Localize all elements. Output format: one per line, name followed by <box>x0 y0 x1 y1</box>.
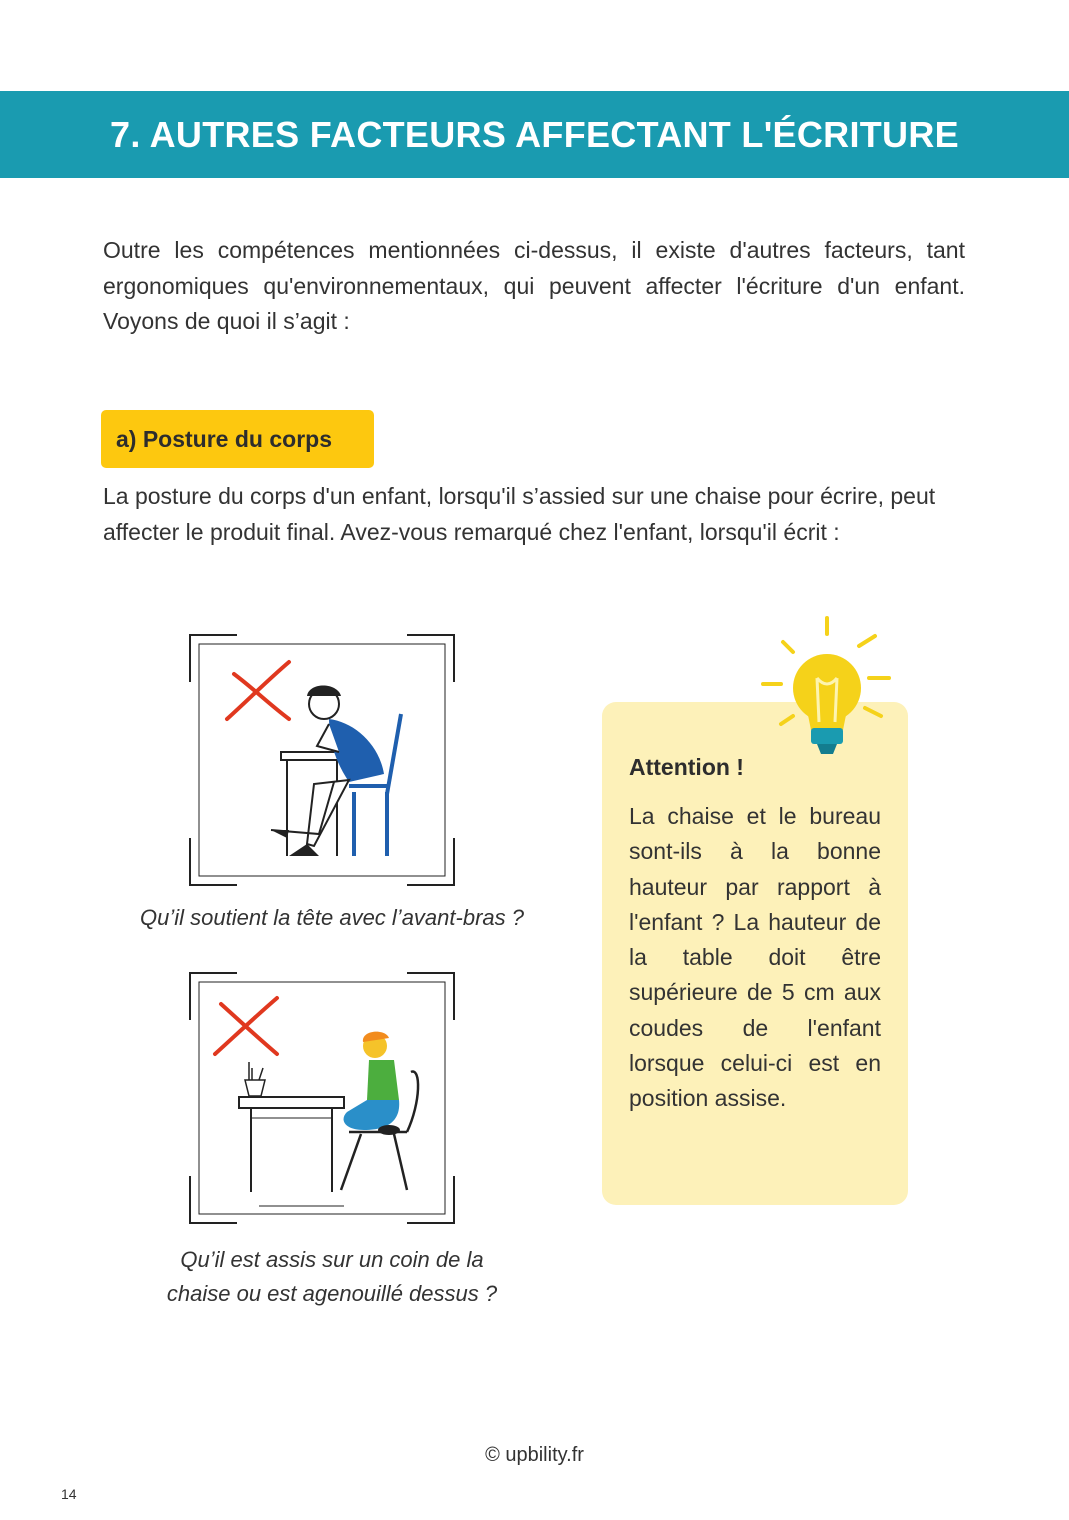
illustration-caption-1: Qu’il soutient la tête avec l’avant-bras ? <box>140 905 524 930</box>
header-banner <box>0 91 1069 178</box>
illustration-caption-2 <box>110 1243 554 1311</box>
note-title: Attention ! <box>629 754 744 780</box>
page-title: 7. AUTRES FACTEURS AFFECTANT L'ÉCRITURE <box>110 113 959 155</box>
child-kneeling-on-chair-illustration <box>189 972 455 1224</box>
section-paragraph: La posture du corps d'un enfant, lorsqu'il s’assied sur une chaise pour écrire, peut affecter le produit final. Avez-vous remarqué chez l'enfant, lorsqu'il écrit : <box>103 483 936 545</box>
section-label: a) Posture du corps <box>101 410 374 468</box>
footer-copyright: © upbility.fr <box>485 1444 584 1466</box>
child-leaning-head-on-forearm-illustration <box>189 634 455 886</box>
caption-2-line-1: Qu’il est assis sur un coin de la <box>180 1247 484 1272</box>
caption-2-line-2: chaise ou est agenouillé dessus ? <box>166 1281 498 1306</box>
lightbulb-icon <box>755 612 895 762</box>
intro-paragraph: Outre les compétences mentionnées ci-dessus, il existe d'autres facteurs, tant ergonomiques qu'environnementaux, qui peuvent affecter l'écriture d'un enfant. Voyons de quoi il s’agit : <box>103 237 965 334</box>
note-text: La chaise et le bureau sont-ils à la bonne hauteur par rapport à l'enfant ? La hauteur de la table doit être supérieure de 5 cm aux coudes de l'enfant lorsque celui-ci est en position assise. <box>629 803 881 1112</box>
page-number: 14 <box>61 1486 77 1502</box>
attention-note <box>602 702 908 1205</box>
